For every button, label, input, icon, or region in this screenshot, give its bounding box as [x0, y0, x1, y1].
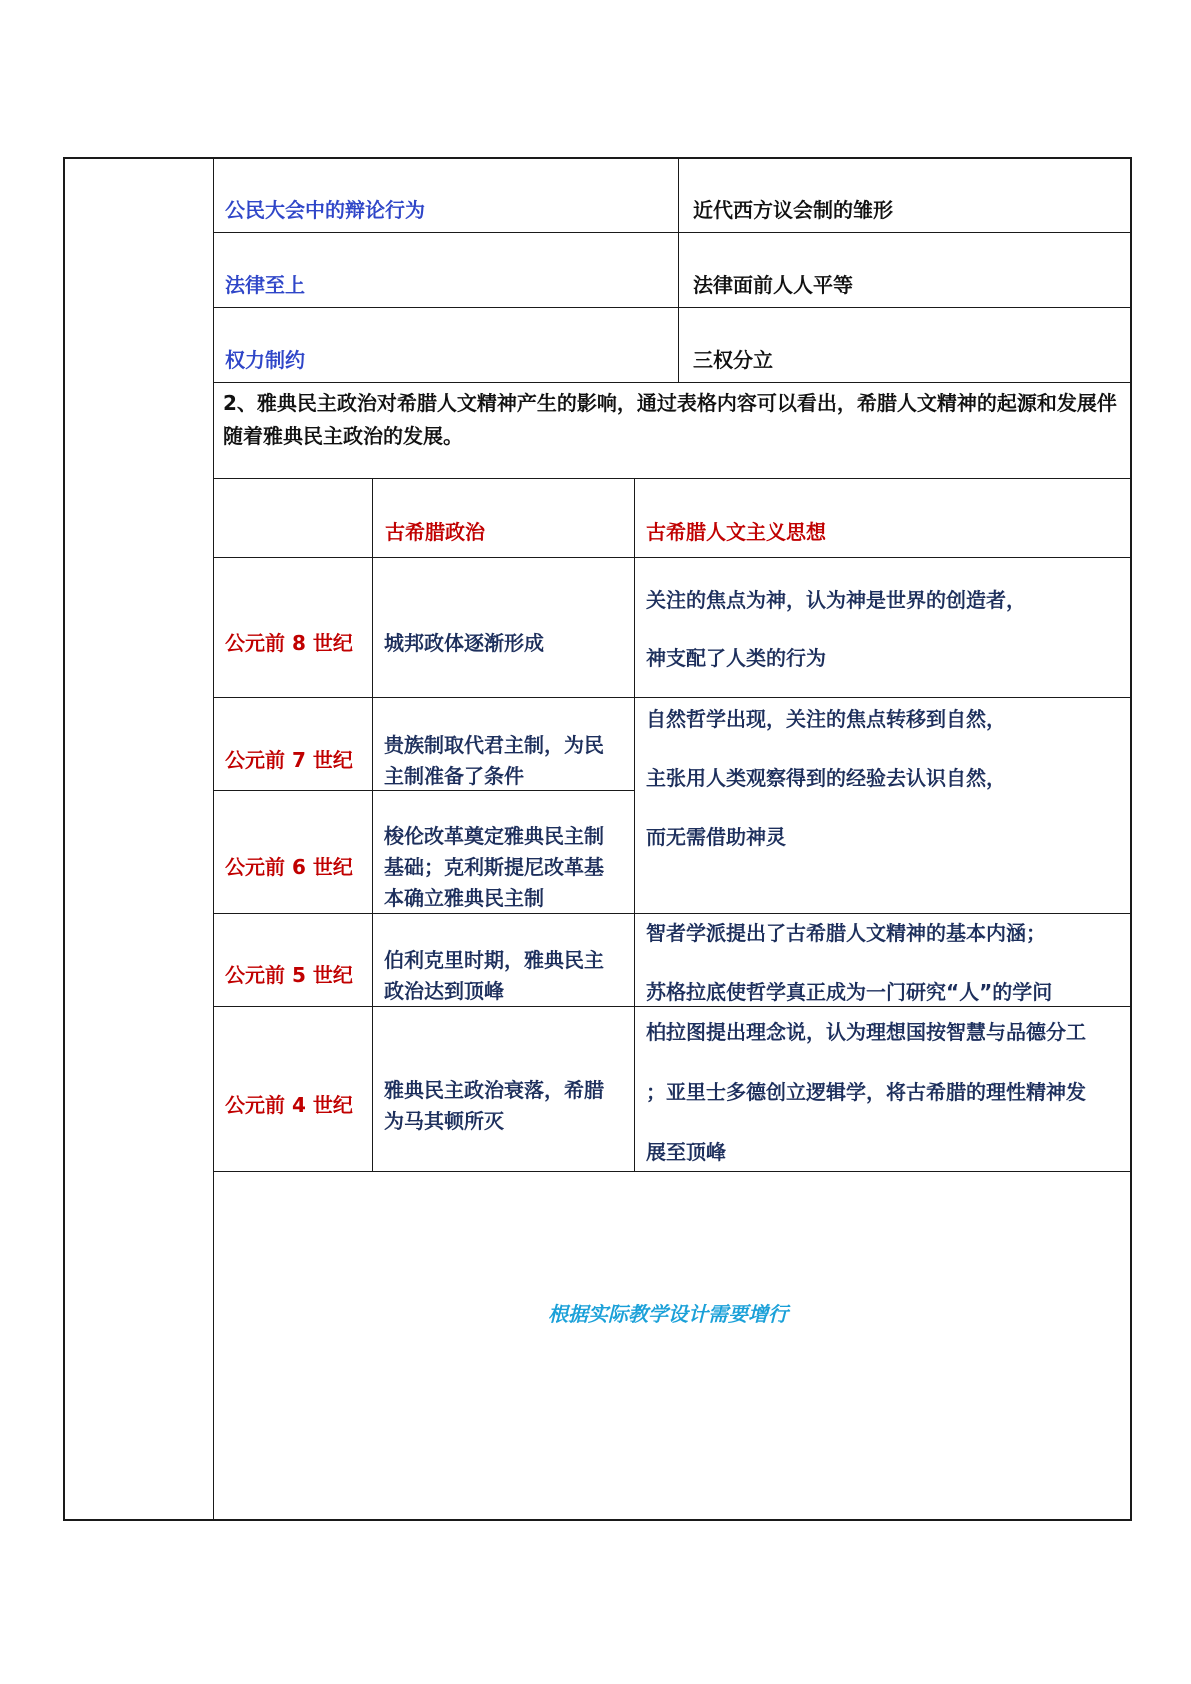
- cmp-line-4: [213, 1171, 1131, 1172]
- cmp-line-5: [213, 1006, 1131, 1007]
- add-rows-note: 根据实际教学设计需要增行: [548, 1302, 788, 1326]
- politics-7-line-1: 贵族制取代君主制，为民: [384, 733, 604, 757]
- column-divider: [213, 157, 214, 1521]
- thought-4-line-3: 展至顶峰: [646, 1140, 726, 1164]
- politics-5-line-2: 政治达到顶峰: [384, 979, 504, 1003]
- period-8: 公元前 8 世纪: [225, 631, 353, 655]
- period-6: 公元前 6 世纪: [225, 855, 353, 879]
- politics-8-line-1: 城邦政体逐渐形成: [384, 631, 544, 655]
- thought-7-line-1: 自然哲学出现，关注的焦点转移到自然，: [646, 707, 1006, 731]
- upper-row-2-left: 法律至上: [225, 273, 305, 297]
- politics-6-line-2: 基础；克利斯提尼改革基: [384, 855, 604, 879]
- thought-5-line-2: 苏格拉底使哲学真正成为一门研究“人”的学问: [646, 980, 1053, 1004]
- outer-frame-bottom: [63, 1519, 1132, 1521]
- period-4: 公元前 4 世纪: [225, 1093, 353, 1117]
- thought-8-line-2: 神支配了人类的行为: [646, 646, 826, 670]
- cmp-col-line-2: [634, 478, 635, 1171]
- outer-frame-right: [1130, 157, 1132, 1521]
- upper-row-3-right: 三权分立: [693, 348, 773, 372]
- upper-row-2-right: 法律面前人人平等: [693, 273, 853, 297]
- thought-4-line-1: 柏拉图提出理念说，认为理想国按智慧与品德分工: [646, 1020, 1086, 1044]
- thought-8-line-1: 关注的焦点为神，认为神是世界的创造者，: [646, 588, 1026, 612]
- outer-frame-top: [63, 157, 1132, 159]
- upper-col-line: [678, 157, 679, 382]
- politics-4-line-2: 为马其顿所灭: [384, 1109, 504, 1133]
- upper-row-3-left: 权力制约: [225, 348, 305, 372]
- header-politics: 古希腊政治: [385, 520, 485, 544]
- cmp-header-line: [213, 557, 1131, 558]
- upper-row-1-left: 公民大会中的辩论行为: [225, 198, 425, 222]
- politics-5-line-1: 伯利克里时期，雅典民主: [384, 948, 604, 972]
- cmp-line-6: [213, 913, 1131, 914]
- thought-7-line-3: 而无需借助神灵: [646, 825, 786, 849]
- upper-row-line-1: [213, 232, 1131, 233]
- upper-row-1-right: 近代西方议会制的雏形: [693, 198, 893, 222]
- politics-6-line-3: 本确立雅典民主制: [384, 886, 544, 910]
- period-5: 公元前 5 世纪: [225, 963, 353, 987]
- cmp-line-8: [213, 697, 1131, 698]
- upper-row-line-2: [213, 307, 1131, 308]
- thought-5-line-1: 智者学派提出了古希腊人文精神的基本内涵；: [646, 921, 1046, 945]
- period-7: 公元前 7 世纪: [225, 748, 353, 772]
- upper-row-line-3: [213, 382, 1131, 383]
- header-thought: 古希腊人文主义思想: [646, 520, 826, 544]
- outer-frame-left: [63, 157, 65, 1521]
- politics-6-line-1: 梭伦改革奠定雅典民主制: [384, 824, 604, 848]
- influence-paragraph: 2、雅典民主政治对希腊人文精神产生的影响，通过表格内容可以看出，希腊人文精神的起源和发展伴随着雅典民主政治的发展。: [223, 391, 1117, 448]
- paragraph-bottom-line: [213, 478, 1131, 479]
- politics-4-line-1: 雅典民主政治衰落，希腊: [384, 1078, 604, 1102]
- thought-4-line-2: ；亚里士多德创立逻辑学，将古希腊的理性精神发: [646, 1080, 1086, 1104]
- thought-7-line-2: 主张用人类观察得到的经验去认识自然，: [646, 766, 1006, 790]
- cmp-line-7: [213, 790, 634, 791]
- cmp-col-line-1: [372, 478, 373, 1171]
- politics-7-line-2: 主制准备了条件: [384, 764, 524, 788]
